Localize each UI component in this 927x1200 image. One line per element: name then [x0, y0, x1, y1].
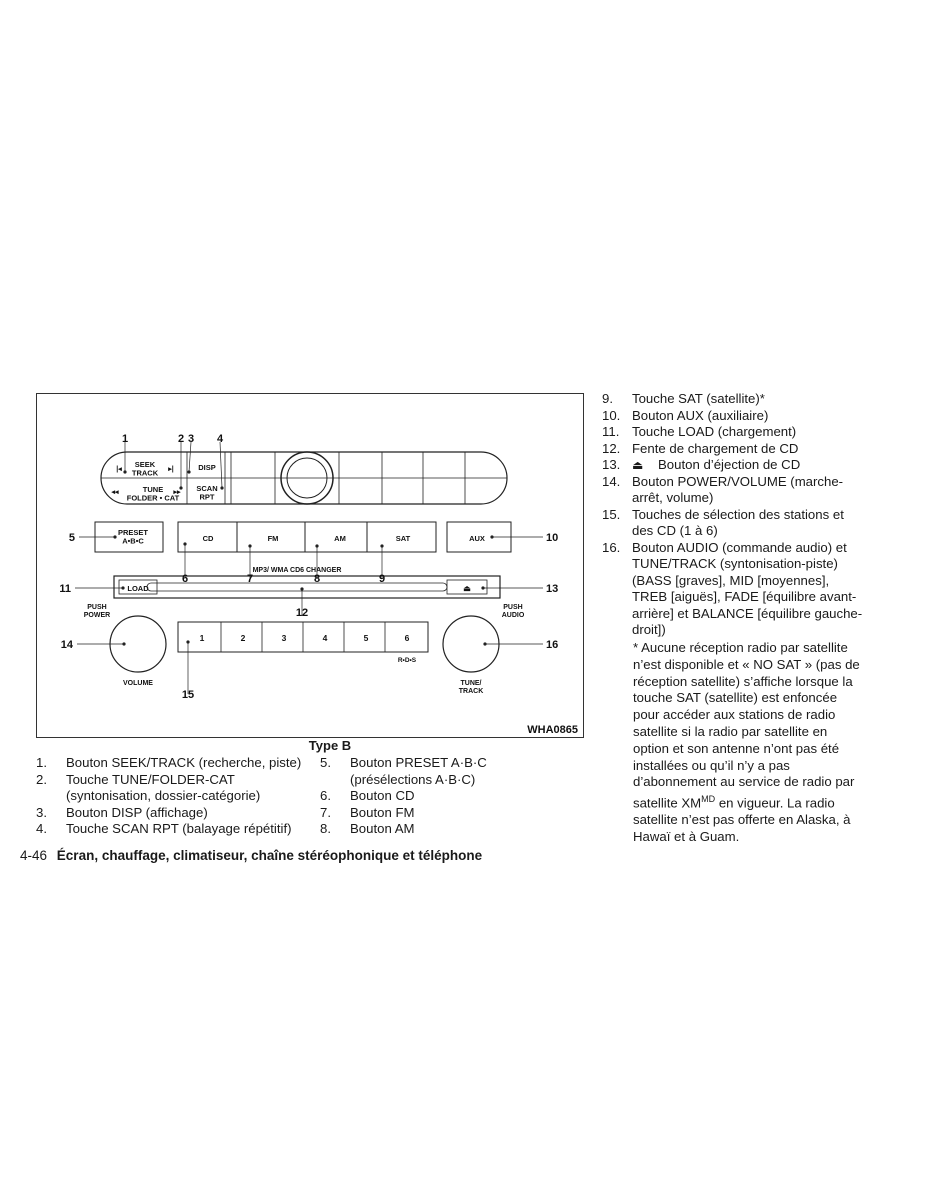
legend-text — [632, 391, 867, 408]
legend-number: 4. — [36, 821, 47, 836]
legend-text — [66, 821, 306, 838]
scan-rpt-label: SCAN RPT — [196, 484, 218, 502]
legend-item — [320, 755, 520, 788]
legend-text — [632, 441, 867, 458]
legend-number: 12. — [602, 440, 621, 456]
changer-label: MP3/ WMA CD6 CHANGER — [252, 567, 342, 574]
callout-dot — [113, 535, 116, 538]
legend-number: 3. — [36, 804, 47, 820]
preset-label: PRESET A•B•C — [117, 528, 149, 546]
tune-folder-label: TUNE FOLDER • CAT — [126, 485, 180, 503]
load-label: LOAD — [127, 584, 149, 593]
legend-label: Touche LOAD (chargement) — [632, 424, 797, 439]
legend-number: 8. — [320, 821, 331, 836]
callout-line — [220, 442, 222, 488]
preset-number-4: 4 — [322, 633, 328, 643]
push-power-label: PUSH POWER — [83, 604, 111, 619]
callout-7: 7 — [246, 573, 254, 585]
legend-label: Bouton d’éjection de CD — [658, 457, 801, 472]
legend-label: Bouton DISP (affichage) — [66, 804, 208, 820]
callout-line — [189, 442, 191, 472]
push-audio-label: PUSH AUDIO — [501, 604, 525, 619]
legend-number: 16. — [602, 539, 621, 555]
seek-back-icon: |◂ — [116, 466, 122, 473]
legend-number: 10. — [602, 407, 621, 423]
preset-number-1: 1 — [199, 633, 205, 643]
legend-item — [602, 391, 867, 408]
callout-6: 6 — [181, 573, 189, 585]
legend-item — [36, 772, 306, 805]
legend-label: Touche SAT (satellite)* — [632, 391, 765, 406]
callout-13: 13 — [546, 583, 559, 595]
callout-4: 4 — [216, 433, 224, 445]
legend-item — [602, 408, 867, 425]
preset-number-3: 3 — [281, 633, 287, 643]
note-superscript: MD — [701, 794, 716, 805]
legend-number: 2. — [36, 771, 47, 787]
legend-column-c — [602, 391, 867, 639]
callout-1: 1 — [121, 433, 129, 445]
seek-forward-icon: ▸| — [168, 466, 174, 473]
callout-9: 9 — [378, 573, 386, 585]
callout-16: 16 — [546, 639, 559, 651]
callout-dot — [123, 470, 126, 473]
section-title: Écran, chauffage, climatiseur, chaîne stéréophonique et téléphone — [56, 848, 483, 863]
legend-item — [602, 474, 867, 507]
callout-12: 12 — [295, 607, 309, 619]
callout-dot — [380, 544, 383, 547]
legend-label: Bouton CD — [350, 788, 415, 803]
legend-text — [632, 507, 867, 540]
legend-column-b — [320, 755, 520, 838]
callout-15: 15 — [181, 689, 195, 701]
legend-number: 5. — [320, 755, 331, 770]
legend-column-a — [36, 755, 306, 838]
legend-item — [320, 821, 520, 838]
legend-label: Bouton AUDIO (commande audio) et TUNE/TRACK (syntonisation-piste) (BASS [graves], MID [moyennes], TREB [aiguës], FADE [équilibre avant-arrière] et BALANCE [équilibre gauche-droit]) — [632, 539, 863, 637]
legend-item — [602, 424, 867, 441]
callout-dot — [122, 642, 125, 645]
legend-number: 1. — [36, 755, 47, 770]
legend-item — [602, 441, 867, 458]
callout-5: 5 — [68, 532, 75, 544]
legend-item — [36, 821, 306, 838]
am-label: AM — [334, 534, 346, 543]
sat-label: SAT — [395, 534, 411, 543]
tune-track-label: TUNE/ TRACK — [458, 680, 484, 695]
callout-8: 8 — [313, 573, 321, 585]
note-text-end: en vigueur. La radio satellite n’est pas offerte en Alaska, à Hawaï et à Guam. — [633, 795, 851, 845]
rds-label: R•D•S — [397, 657, 417, 664]
callout-dot — [183, 542, 186, 545]
legend-number: 9. — [602, 391, 613, 406]
callout-dot — [187, 470, 190, 473]
legend-number: 15. — [602, 506, 621, 522]
callout-dot — [248, 544, 251, 547]
fm-label: FM — [267, 534, 279, 543]
legend-label: Touche SCAN RPT (balayage répétitif) — [66, 821, 292, 836]
legend-label: Touches de sélection des stations et des CD (1 à 6) — [632, 506, 844, 538]
legend-item — [36, 805, 306, 822]
tune-forward-icon: ▸▸ — [173, 489, 181, 496]
legend-text — [632, 408, 867, 425]
legend-item — [602, 507, 867, 540]
eject-icon: ⏏ — [463, 584, 471, 593]
legend-number: 13. — [602, 457, 621, 472]
cd-slot — [147, 583, 447, 591]
legend-label: Bouton SEEK/TRACK (recherche, piste) — [66, 755, 302, 770]
legend-number: 6. — [320, 788, 331, 803]
legend-number: 14. — [602, 473, 621, 489]
preset-number-2: 2 — [240, 633, 246, 643]
eject-icon: ⏏ — [632, 458, 644, 472]
tune-back-icon: ◂◂ — [111, 489, 119, 496]
callout-dot — [186, 640, 189, 643]
preset-number-5: 5 — [363, 633, 369, 643]
legend-label: Bouton PRESET A·B·C (présélections A·B·C) — [350, 755, 487, 787]
figure-code: WHA0865 — [527, 724, 578, 736]
legend-item — [320, 805, 520, 822]
page-number: 4-46 — [20, 848, 48, 863]
legend-item — [602, 540, 867, 639]
legend-label: Bouton AM — [350, 821, 415, 836]
callout-3: 3 — [187, 433, 195, 445]
figure-caption: Type B — [308, 738, 352, 753]
radio-diagram — [36, 393, 584, 738]
callout-10: 10 — [546, 532, 559, 544]
callout-dot — [121, 586, 124, 589]
callout-dot — [315, 544, 318, 547]
legend-text — [66, 772, 306, 805]
cd-bezel — [114, 576, 500, 598]
legend-text — [632, 424, 867, 441]
legend-text — [632, 474, 867, 507]
aux-label: AUX — [469, 534, 485, 543]
legend-text — [66, 805, 306, 822]
legend-text — [350, 821, 520, 838]
callout-14: 14 — [60, 639, 73, 651]
legend-text — [350, 788, 520, 805]
legend-text — [632, 540, 867, 639]
legend-item — [602, 457, 867, 474]
legend-number: 7. — [320, 804, 331, 820]
legend-text — [350, 805, 520, 822]
callout-dot — [179, 486, 182, 489]
callout-dot — [220, 486, 223, 489]
callout-11: 11 — [59, 583, 71, 595]
legend-item — [320, 788, 520, 805]
volume-label: VOLUME — [123, 680, 153, 687]
note-text: * Aucune réception radio par satellite n’est disponible et « NO SAT » (pas de réception satellite) s’affiche lorsque la touche SAT (satellite) est enfoncée pour accéder aux stations de radio satellite si la radio par satellite en option et son antenne n’ont pas été installées ou qu’il n’y a pas d’abonnement au service de radio par satellite XM — [633, 640, 860, 811]
legend-label: Touche TUNE/FOLDER-CAT (syntonisation, dossier-catégorie) — [66, 771, 261, 803]
legend-label: Bouton FM — [350, 804, 415, 820]
callout-dot — [300, 587, 303, 590]
legend-label: Fente de chargement de CD — [632, 440, 799, 456]
radio-panel-illustration — [37, 394, 585, 739]
seek-track-label: SEEK TRACK — [131, 460, 159, 478]
cd-label: CD — [202, 534, 214, 543]
legend-number: 11. — [602, 424, 620, 439]
callout-dot — [483, 642, 486, 645]
legend-text — [66, 755, 306, 772]
callout-dot — [490, 535, 493, 538]
preset-number-6: 6 — [404, 633, 410, 643]
legend-text — [350, 755, 520, 788]
callout-2: 2 — [177, 433, 185, 445]
satellite-footnote — [633, 640, 865, 846]
legend-item — [36, 755, 306, 772]
legend-label: Bouton AUX (auxiliaire) — [632, 407, 769, 423]
callout-dot — [481, 586, 484, 589]
disp-label: DISP — [198, 463, 216, 472]
page-footer — [20, 848, 482, 863]
legend-label: Bouton POWER/VOLUME (marche-arrêt, volume) — [632, 473, 844, 505]
legend-text — [632, 457, 867, 474]
